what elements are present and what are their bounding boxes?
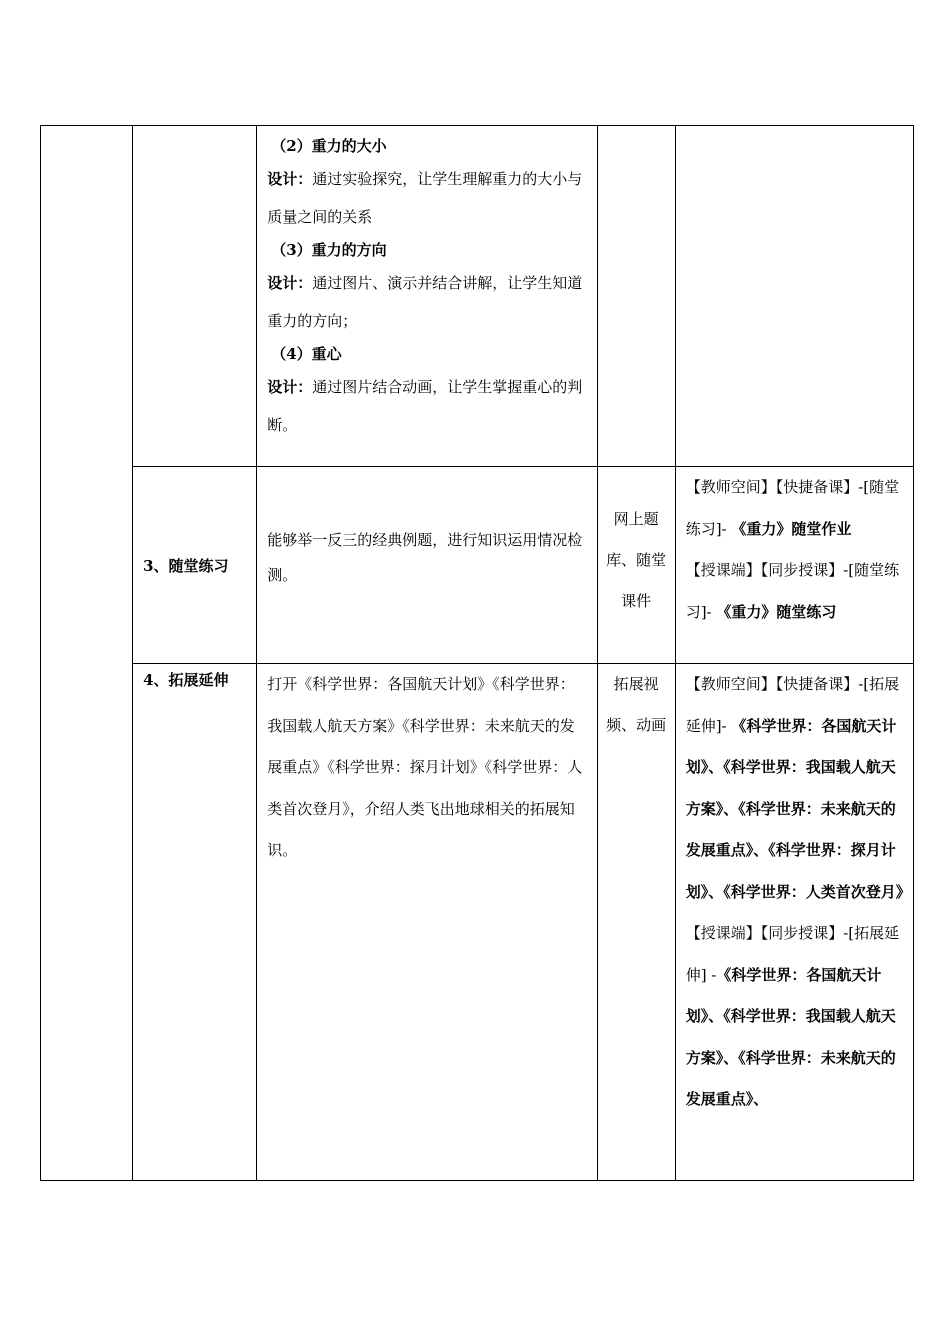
lesson-plan-table xyxy=(40,125,914,1181)
stage-cell xyxy=(133,664,257,1181)
resource-text: 拓展视频、动画 xyxy=(606,675,667,734)
design-cell xyxy=(257,126,597,467)
design-text: 通过实验探究，让学生理解重力的大小与质量之间的关系 xyxy=(267,170,583,226)
content-cell xyxy=(257,664,597,1181)
design-item xyxy=(267,132,588,236)
stage-label: 3、随堂练习 xyxy=(143,556,229,575)
table-row xyxy=(41,664,914,1181)
operation-resource: 《科学世界：各国航天计划》、《科学世界：我国载人航天方案》、《科学世界：未来航天的发展重点》、 xyxy=(685,965,896,1108)
section-heading: （4）重心 xyxy=(271,345,342,363)
operation-item xyxy=(686,913,905,1121)
stage-cell xyxy=(133,467,257,664)
section-heading: （2）重力的大小 xyxy=(271,137,387,155)
design-label: 设计： xyxy=(267,170,313,188)
design-text: 通过图片、演示并结合讲解，让学生知道重力的方向； xyxy=(267,274,583,330)
operation-resource: 《科学世界：各国航天计划》、《科学世界：我国载人航天方案》、《科学世界：未来航天的发展重点》、《科学世界：探月计划》、《科学世界：人类首次登月》 xyxy=(685,716,911,901)
table-row xyxy=(41,467,914,664)
operation-cell xyxy=(675,664,913,1181)
resource-cell xyxy=(597,664,675,1181)
content-text: 打开《科学世界：各国航天计划》《科学世界：我国载人航天方案》《科学世界：未来航天的发展重点》《科学世界：探月计划》《科学世界：人类首次登月》，介绍人类飞出地球相关的拓展知识。 xyxy=(267,675,583,859)
operation-resource: 《重力》随堂作业 xyxy=(731,519,852,538)
operation-cell xyxy=(675,467,913,664)
operation-item xyxy=(686,467,905,550)
design-label: 设计： xyxy=(267,378,313,396)
operation-path: 【教师空间】【快捷备课】-[拓展延伸]- xyxy=(685,675,900,735)
stage-cell xyxy=(133,126,257,467)
operation-item xyxy=(685,664,911,913)
phase-cell xyxy=(41,126,133,1181)
design-item xyxy=(267,340,588,444)
design-text: 通过图片结合动画，让学生掌握重心的判断。 xyxy=(267,378,583,434)
table-row xyxy=(41,126,914,467)
stage-label: 4、拓展延伸 xyxy=(143,671,229,689)
operation-cell xyxy=(675,126,913,467)
operation-path: 【授课端】【同步授课】-[随堂练习]- xyxy=(685,561,900,621)
operation-resource: 《重力》随堂练习 xyxy=(716,602,837,621)
operation-path: 【教师空间】【快捷备课】-[随堂练习]- xyxy=(685,478,900,538)
content-text: 能够举一反三的经典例题，进行知识运用情况检测。 xyxy=(267,531,583,584)
content-cell xyxy=(257,467,597,664)
resource-cell xyxy=(597,467,675,664)
design-item xyxy=(267,236,588,340)
operation-item xyxy=(686,550,905,633)
resource-text: 网上题库、随堂课件 xyxy=(606,510,667,610)
section-heading: （3）重力的方向 xyxy=(271,241,387,259)
design-label: 设计： xyxy=(267,274,313,292)
resource-cell xyxy=(597,126,675,467)
operation-path: 【授课端】【同步授课】-[拓展延伸] - xyxy=(685,924,900,984)
